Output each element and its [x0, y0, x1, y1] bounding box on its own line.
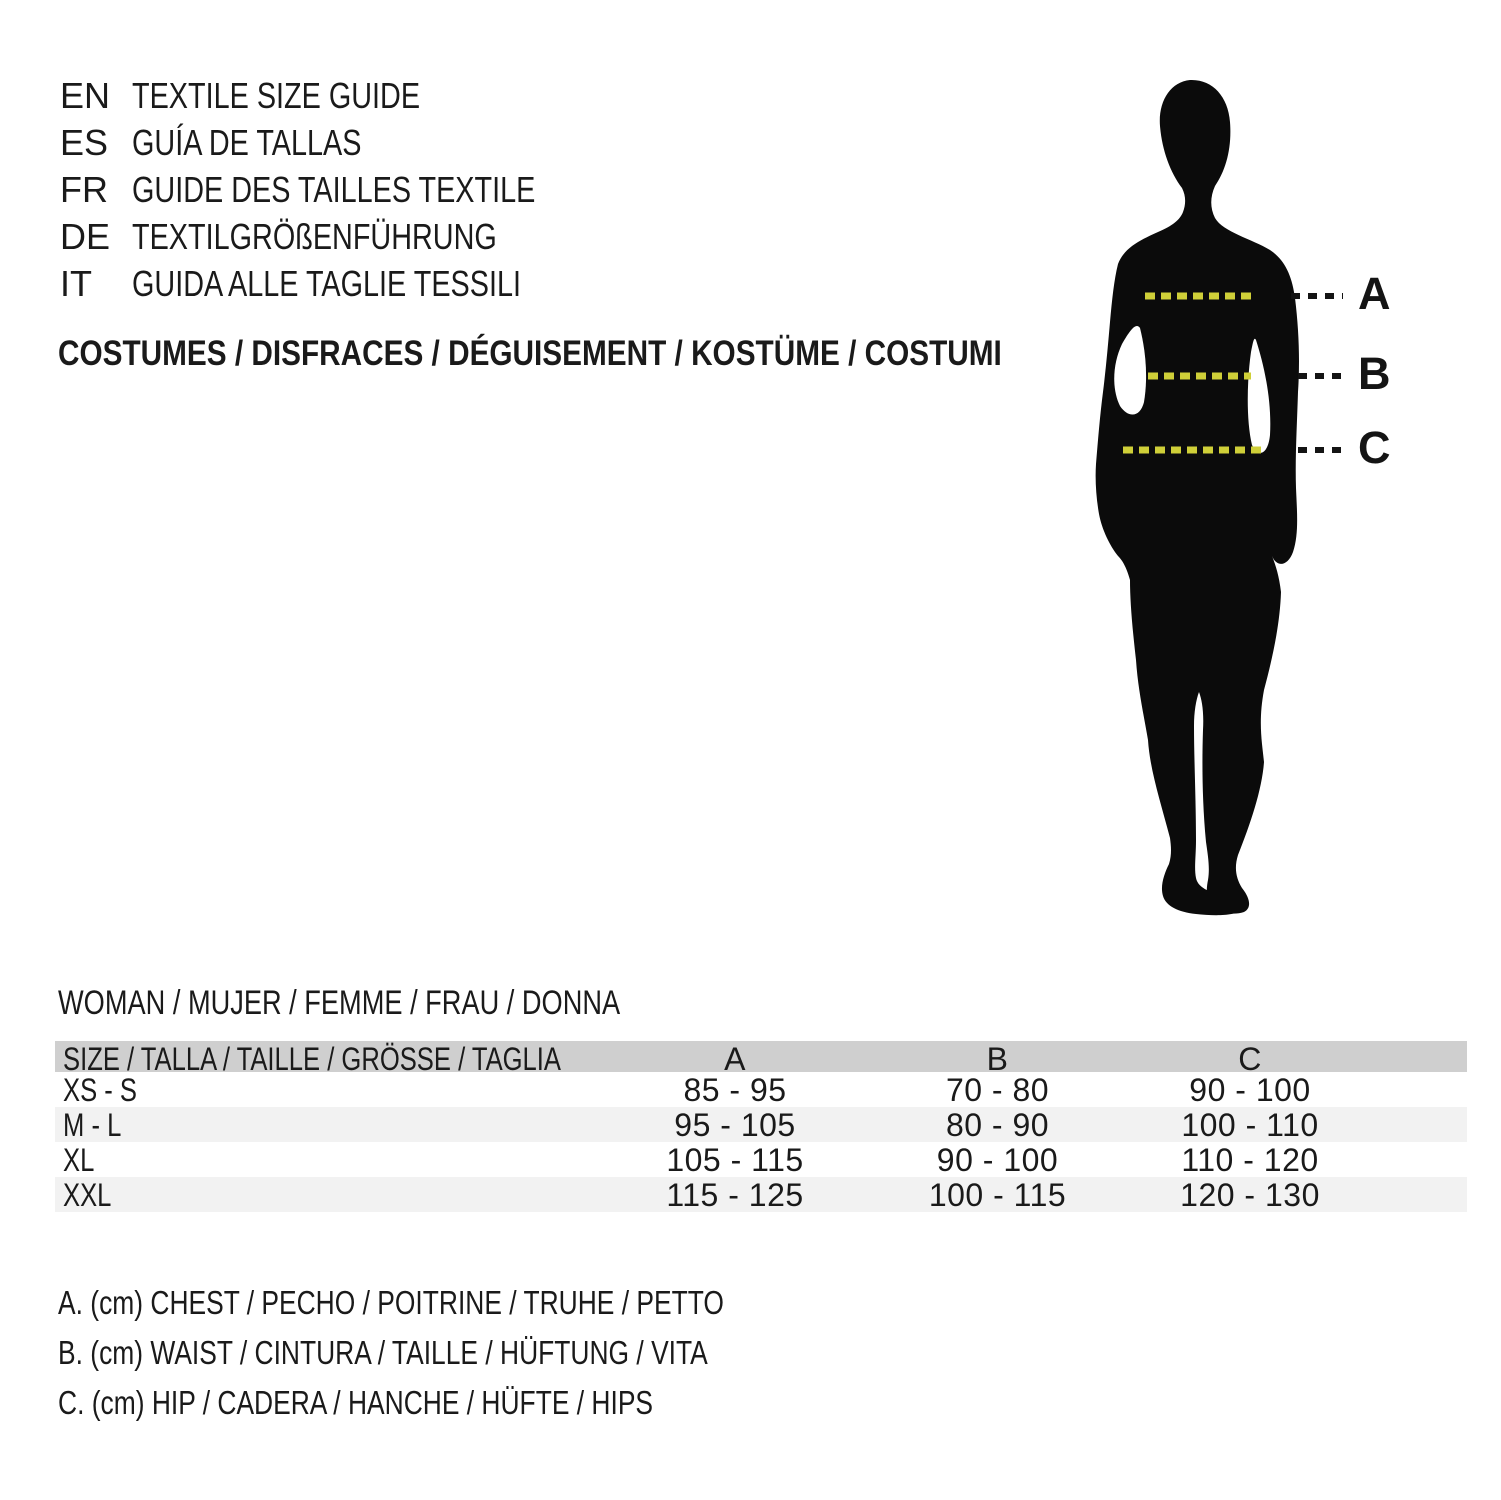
size-table-header — [55, 1041, 1467, 1077]
list-item — [60, 72, 636, 119]
cell-b: 90 - 100 — [936, 1142, 1059, 1178]
row-size-text: M - L — [63, 1107, 122, 1143]
header-col-c: C — [1238, 1041, 1262, 1077]
measure-label-c: C — [1358, 422, 1391, 473]
category-title-text: COSTUMES / DISFRACES / DÉGUISEMENT / KOSTÜME / COSTUMI — [58, 334, 1002, 373]
header-col-a: A — [724, 1041, 746, 1077]
measurement-figure — [1040, 70, 1460, 950]
cell-c: 120 - 130 — [1180, 1177, 1320, 1213]
language-code: EN — [60, 74, 111, 116]
cell-a: 115 - 125 — [666, 1177, 804, 1213]
language-label: GUIDE DES TAILLES TEXTILE — [132, 168, 536, 210]
cell-b: 70 - 80 — [945, 1072, 1050, 1108]
woman-silhouette-graphic — [1040, 70, 1460, 950]
language-code: ES — [60, 121, 109, 163]
legend-item-text: A. (cm) CHEST / PECHO / POITRINE / TRUHE / PETTO — [58, 1284, 724, 1321]
woman-silhouette — [1096, 80, 1299, 915]
legend-item-text: C. (cm) HIP / CADERA / HANCHE / HÜFTE / HIPS — [58, 1384, 654, 1421]
list-item — [60, 260, 636, 307]
legend-item-chest — [58, 1278, 890, 1328]
language-label: GUÍA DE TALLAS — [132, 121, 362, 163]
language-label: TEXTILE SIZE GUIDE — [132, 74, 421, 116]
cell-b: 100 - 115 — [928, 1177, 1067, 1213]
cell-a: 95 - 105 — [674, 1107, 796, 1143]
list-item — [60, 213, 636, 260]
cell-a: 85 - 95 — [683, 1072, 787, 1108]
row-size-text: XXL — [63, 1177, 112, 1213]
table-row — [55, 1107, 1467, 1142]
language-code: FR — [60, 168, 108, 210]
legend-item-text: B. (cm) WAIST / CINTURA / TAILLE / HÜFTUNG / VITA — [58, 1334, 708, 1371]
list-item — [60, 166, 636, 213]
category-title — [58, 336, 1168, 371]
cell-b: 80 - 90 — [945, 1107, 1050, 1143]
list-item — [60, 119, 636, 166]
row-size-label — [55, 1142, 600, 1179]
language-label: TEXTILGRÖßENFÜHRUNG — [132, 215, 497, 257]
language-code: IT — [60, 262, 92, 304]
size-table — [55, 1041, 1467, 1212]
legend-item-hip — [58, 1378, 890, 1428]
measurement-legend — [58, 1278, 890, 1428]
row-size-text: XS - S — [63, 1072, 137, 1108]
measure-label-b: B — [1358, 348, 1391, 399]
language-guide-list — [60, 72, 636, 307]
header-size-label-text: SIZE / TALLA / TAILLE / GRÖSSE / TAGLIA — [63, 1041, 561, 1077]
row-size-text: XL — [63, 1142, 95, 1178]
table-row — [55, 1142, 1467, 1177]
measure-label-a: A — [1358, 268, 1391, 319]
section-title-text: WOMAN / MUJER / FEMME / FRAU / DONNA — [58, 984, 621, 1022]
row-size-label — [55, 1177, 600, 1214]
cell-a: 105 - 115 — [666, 1142, 804, 1178]
table-row — [55, 1177, 1467, 1212]
legend-item-waist — [58, 1328, 890, 1378]
cell-c: 100 - 110 — [1181, 1107, 1319, 1143]
section-title-woman — [58, 986, 761, 1020]
header-col-b: B — [986, 1041, 1009, 1077]
language-label: GUIDA ALLE TAGLIE TESSILI — [132, 262, 521, 304]
cell-c: 90 - 100 — [1189, 1072, 1311, 1108]
language-code: DE — [60, 215, 111, 257]
row-size-label — [55, 1107, 600, 1144]
cell-c: 110 - 120 — [1181, 1142, 1319, 1178]
